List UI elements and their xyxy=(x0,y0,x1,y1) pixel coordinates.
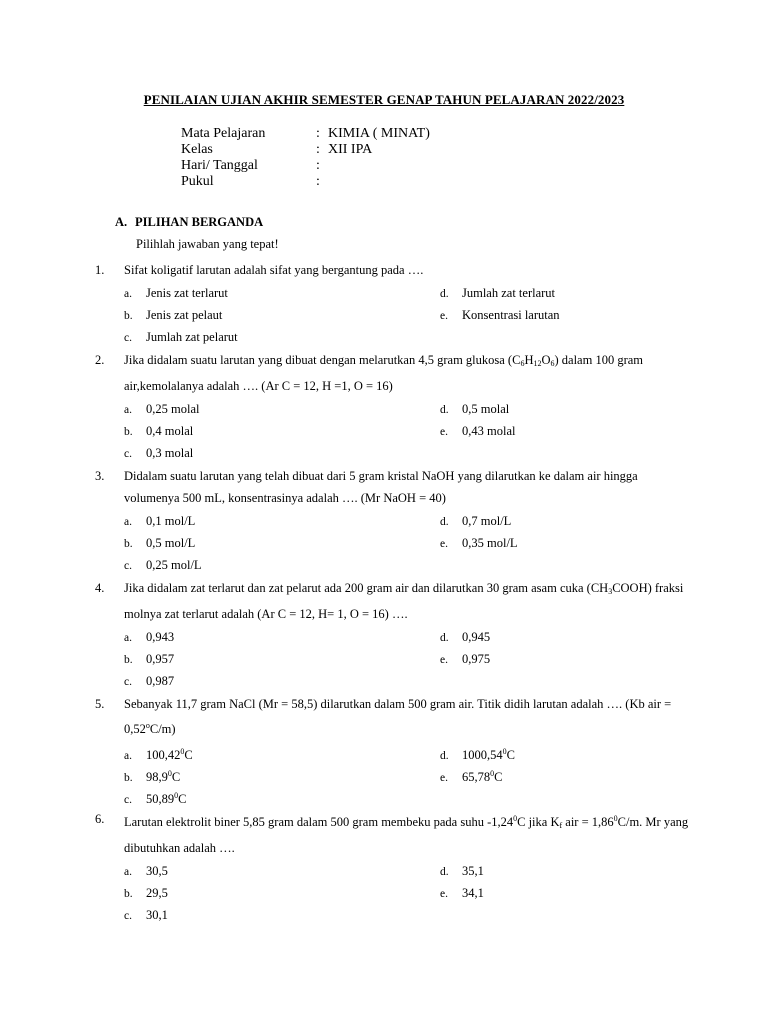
answer-options xyxy=(95,626,695,693)
time-label: Pukul xyxy=(181,174,214,189)
question-text: Didalam suatu larutan yang telah dibuat dari 5 gram kristal NaOH yang dilarutkan ke dalam air hingga volumenya 500 mL, konsentrasinya adalah …. (Mr NaOH = 40) xyxy=(124,468,638,505)
option-text: 0,1 mol/L xyxy=(146,513,196,528)
option-letter: e. xyxy=(440,653,448,666)
date-label: Hari/ Tanggal xyxy=(181,158,258,173)
option-letter: e. xyxy=(440,309,448,322)
question-number: 4. xyxy=(95,580,105,595)
question-text: Sebanyak 11,7 gram NaCl (Mr = 58,5) dilarutkan dalam 500 gram air. Titik didih larutan adalah …. (Kb air = $0,52^oC/m$) xyxy=(124,696,672,736)
answer-options xyxy=(95,741,695,808)
option-letter: d. xyxy=(440,287,449,300)
option-text: 0,4 molal xyxy=(146,423,194,438)
option-e xyxy=(440,882,484,905)
question-number: 5. xyxy=(95,696,105,711)
option-text: 0,7 mol/L xyxy=(462,513,512,528)
option-text: Konsentrasi larutan xyxy=(462,307,560,322)
subject-row xyxy=(181,126,430,142)
option-letter: d. xyxy=(440,749,449,762)
time-colon: : xyxy=(316,174,320,189)
option-letter: b. xyxy=(124,887,133,900)
option-letter: e. xyxy=(440,887,448,900)
question-number: 1. xyxy=(95,263,105,277)
option-text: 50,89$^0$C xyxy=(146,790,187,806)
option-letter: e. xyxy=(440,771,448,784)
option-text: 65,78$^0$C xyxy=(462,768,503,784)
option-letter: d. xyxy=(440,515,449,528)
option-letter: a. xyxy=(124,287,132,300)
option-letter: c. xyxy=(124,331,132,344)
option-d xyxy=(440,398,509,421)
option-letter: c. xyxy=(124,559,132,572)
option-text: 0,25 mol/L xyxy=(146,557,202,572)
option-letter: a. xyxy=(124,515,132,528)
option-e xyxy=(440,648,490,671)
option-c xyxy=(124,442,193,465)
option-b xyxy=(124,532,195,555)
question-text: Larutan elektrolit biner 5,85 gram dalam 500 gram membeku pada suhu -1,24$^0$C jika $K_f$ air = $1,86^0C/m$. Mr yang dibutuhkan adalah …. xyxy=(124,813,689,855)
option-letter: b. xyxy=(124,425,133,438)
option-text: 30,5 xyxy=(146,863,168,878)
option-e xyxy=(440,420,515,443)
answer-options xyxy=(95,860,695,927)
question-3 xyxy=(95,465,695,577)
subject-colon: : xyxy=(316,126,320,141)
question-number: 3. xyxy=(95,468,105,483)
option-text: 0,957 xyxy=(146,651,175,666)
question-2 xyxy=(95,349,695,465)
option-text: 29,5 xyxy=(146,885,168,900)
option-text: 0,43 molal xyxy=(462,423,516,438)
option-letter: c. xyxy=(124,909,132,922)
option-e xyxy=(440,304,560,327)
option-letter: a. xyxy=(124,865,132,878)
class-row xyxy=(181,142,430,158)
option-d xyxy=(440,860,484,883)
option-text: Jumlah zat terlarut xyxy=(462,285,556,300)
option-text: 100,42$^0$C xyxy=(146,746,193,762)
instruction-text: Pilihlah jawaban yang tepat! xyxy=(136,237,279,251)
option-a xyxy=(124,626,174,649)
option-letter: b. xyxy=(124,537,133,550)
option-c xyxy=(124,326,238,349)
question-text: Jika didalam suatu larutan yang dibuat dengan melarutkan 4,5 gram glukosa $(C_6H_{12}O_6)$ dalam 100 gram air,kemolalanya adalah …. (Ar C = 12, H =1, O = 16) xyxy=(124,352,644,393)
option-a xyxy=(124,860,168,883)
option-letter: b. xyxy=(124,309,133,322)
section-heading xyxy=(115,215,263,230)
question-text: Jika didalam zat terlarut dan zat pelarut ada 200 gram air dan dilarutkan 30 gram asam cuka $(CH_3COOH)$ fraksi molnya zat terlarut adalah (Ar C = 12, H= 1, O = 16) …. xyxy=(124,580,684,621)
option-a xyxy=(124,282,228,305)
option-text: 1000,54$^0$C xyxy=(462,746,515,762)
option-letter: c. xyxy=(124,675,132,688)
option-letter: d. xyxy=(440,631,449,644)
option-text: 0,5 mol/L xyxy=(146,535,196,550)
option-letter: e. xyxy=(440,425,448,438)
answer-options xyxy=(95,510,695,577)
option-letter: c. xyxy=(124,793,132,806)
question-list xyxy=(95,259,695,927)
option-b xyxy=(124,304,222,327)
option-d xyxy=(440,282,555,305)
option-text: Jumlah zat pelarut xyxy=(146,329,238,344)
option-letter: c. xyxy=(124,447,132,460)
option-text: 0,35 mol/L xyxy=(462,535,518,550)
option-text: 0,987 xyxy=(146,673,175,688)
option-b xyxy=(124,882,168,905)
option-a xyxy=(124,398,199,421)
section-title: PILIHAN BERGANDA xyxy=(135,215,264,229)
answer-options xyxy=(95,282,695,349)
option-text: 98,9$^0$C xyxy=(146,768,181,784)
option-text: 0,3 molal xyxy=(146,445,194,460)
option-text: Jenis zat pelaut xyxy=(146,307,223,322)
option-letter: d. xyxy=(440,865,449,878)
option-c xyxy=(124,670,174,693)
date-colon: : xyxy=(316,158,320,173)
question-number: 6. xyxy=(95,811,105,826)
option-c xyxy=(124,554,202,577)
answer-options xyxy=(95,398,695,465)
question-6 xyxy=(95,808,695,927)
option-a xyxy=(124,510,195,533)
section-letter: A. xyxy=(115,215,128,229)
option-text: 0,25 molal xyxy=(146,401,200,416)
option-letter: a. xyxy=(124,749,132,762)
option-text: 0,975 xyxy=(462,651,491,666)
option-letter: a. xyxy=(124,631,132,644)
subject-value: KIMIA ( MINAT) xyxy=(328,126,430,141)
date-row xyxy=(181,158,430,174)
question-1 xyxy=(95,259,695,349)
subject-label: Mata Pelajaran xyxy=(181,126,266,141)
option-b xyxy=(124,648,174,671)
option-text: 34,1 xyxy=(462,885,484,900)
option-letter: a. xyxy=(124,403,132,416)
time-row xyxy=(181,174,430,190)
class-value: XII IPA xyxy=(328,142,373,157)
question-text: Sifat koligatif larutan adalah sifat yang bergantung pada …. xyxy=(124,263,424,277)
option-e xyxy=(440,532,518,555)
option-b xyxy=(124,420,193,443)
option-text: 0,945 xyxy=(462,629,491,644)
class-colon: : xyxy=(316,142,320,157)
option-letter: b. xyxy=(124,771,133,784)
option-letter: b. xyxy=(124,653,133,666)
question-5 xyxy=(95,693,695,808)
option-text: 35,1 xyxy=(462,863,484,878)
option-text: 30,1 xyxy=(146,907,168,922)
question-4 xyxy=(95,577,695,693)
page-title: PENILAIAN UJIAN AKHIR SEMESTER GENAP TAHUN PELAJARAN 2022/2023 xyxy=(143,92,625,107)
option-text: 0,5 molal xyxy=(462,401,510,416)
option-e xyxy=(440,763,502,789)
option-text: Jenis zat terlarut xyxy=(146,285,228,300)
option-letter: d. xyxy=(440,403,449,416)
option-c xyxy=(124,904,168,927)
option-d xyxy=(440,626,490,649)
option-letter: e. xyxy=(440,537,448,550)
option-text: 0,943 xyxy=(146,629,175,644)
class-label: Kelas xyxy=(181,142,213,157)
exam-info xyxy=(181,126,430,190)
option-d xyxy=(440,510,511,533)
question-number: 2. xyxy=(95,352,105,367)
